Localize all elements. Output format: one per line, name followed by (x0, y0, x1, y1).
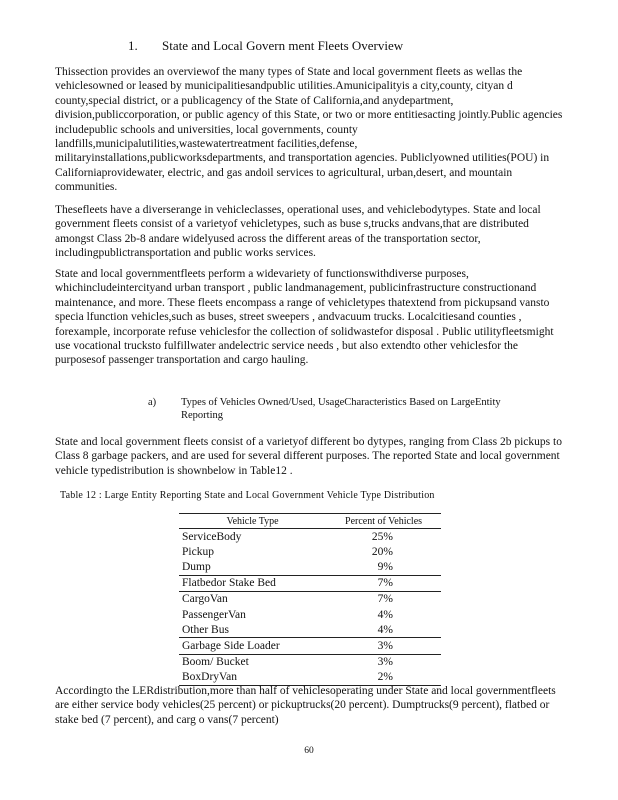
paragraph-ler-distribution: Accordingto the LERdistribution,more than half of vehiclesoperating under State and local governmentfleets are either service body vehicles(25 percent) or pickuptrucks(20 percent). Dumptrucks(9 percent), flatbed or stake bed (7 percent), and carg o vans(7 percent) (55, 685, 556, 726)
vehicle-type-cell: Boom/ Bucket (179, 654, 326, 670)
vehicle-type-cell: Flatbedor Stake Bed (179, 575, 326, 591)
table-row (179, 622, 441, 638)
percent-cell: 3% (326, 654, 441, 670)
table-row (179, 559, 441, 575)
percent-cell: 2% (326, 670, 441, 686)
table-row (179, 575, 441, 591)
percent-cell: 4% (377, 608, 393, 621)
percent-cell: 3% (326, 638, 441, 654)
percent-cell: 9% (377, 560, 393, 573)
table-row (179, 544, 441, 559)
paragraph-body-types: State and local government fleets consist of a varietyof different bo dytypes, ranging from Class 2b pickups to Class 8 garbage packers, and are used for several different purposes. The reported State and local government vehicle typedistribution is shownbelow in Table12 . (55, 436, 562, 477)
table-caption: Table 12 : Large Entity Reporting State and Local Government Vehicle Type Distribution (60, 490, 435, 501)
vehicle-type-cell: CargoVan (179, 591, 326, 607)
vehicle-type-cell: Garbage Side Loader (179, 638, 326, 654)
vehicle-type-cell: BoxDryVan (179, 670, 326, 686)
percent-cell: 7% (326, 575, 441, 591)
vehicle-type-cell: Other Bus (182, 623, 229, 636)
column-header-percent: Percent of Vehicles (326, 514, 441, 529)
subsection-title: Types of Vehicles Owned/Used, UsageCharacteristics Based on LargeEntity Reporting (181, 397, 501, 422)
table-row (179, 591, 441, 607)
vehicle-type-table (179, 513, 441, 686)
percent-cell: 20% (371, 545, 393, 558)
section-number: 1. (128, 38, 138, 53)
column-header-vehicle-type: Vehicle Type (179, 514, 326, 529)
percent-cell: 4% (377, 623, 393, 636)
vehicle-type-cell: Pickup (182, 545, 214, 558)
paragraph-vehicle-classes: Thesefleets have a diverserange in vehicleclasses, operational uses, and vehiclebodytypes. State and local government fleets consist of a varietyof vehicletypes, such as buse s,trucks andvans,that are distributed amongst Class 2b-8 andare widelyused across the different areas of the transportation sector, includingpublictransportation and public works services. (55, 204, 541, 260)
paragraph-overview: Thissection provides an overviewof the many types of State and local government fleets as wellas the vehiclesowned or leased by municipalitiesandpublic utilities.Amunicipalityis a city,county, cityan d county,special district, or a publicagency of the State of California,and anydepartment, division,publiccorporation, or public agency of this State, or two or more entitiesacting jointly.Public agencies includepublic schools and universities, local governments, county landfills,municipalutilities,wastewatertreatment facilities,defense, militaryinstallations,publicworksdepartments, and transportation agencies. Publiclyowned utilities(POU) in Californiaprovidewater, electric, and gas andoil services to agricultural, urban,desert, and mountain communities. (55, 66, 563, 194)
table-row (179, 607, 441, 622)
table-row (179, 654, 441, 670)
subsection-label: a) (148, 397, 157, 408)
percent-cell: 25% (371, 530, 393, 543)
table-header-row (179, 514, 441, 529)
table-row (179, 529, 441, 545)
vehicle-type-cell: Dump (182, 560, 211, 573)
section-heading (128, 38, 403, 54)
page-number: 60 (304, 746, 314, 756)
section-title: State and Local Govern ment Fleets Overview (162, 38, 404, 53)
table-row (179, 638, 441, 654)
vehicle-type-cell: ServiceBody (182, 530, 242, 543)
vehicle-type-cell: PassengerVan (182, 608, 246, 621)
paragraph-fleet-functions: State and local governmentfleets perform a widevariety of functionswithdiverse purposes, whichincludeintercityand urban transport , public landmanagement, publicinfrastructure constructionand maintenance, and more. These fleets encompass a range of vehicletypes thatextend from pickupsand vansto specia lfunction vehicles,such as buses, street sweepers , andvacuum trucks. Localcitiesand counties , forexample, incorporate refuse vehiclesfor the collection of solidwastefor disposal . Public utilityfleetsmight use vocational trucksto fulfillwater andelectric service needs , but also extendto other vehiclesfor the purposesof passenger transportation and cargo hauling. (55, 268, 554, 367)
percent-cell: 7% (326, 591, 441, 607)
